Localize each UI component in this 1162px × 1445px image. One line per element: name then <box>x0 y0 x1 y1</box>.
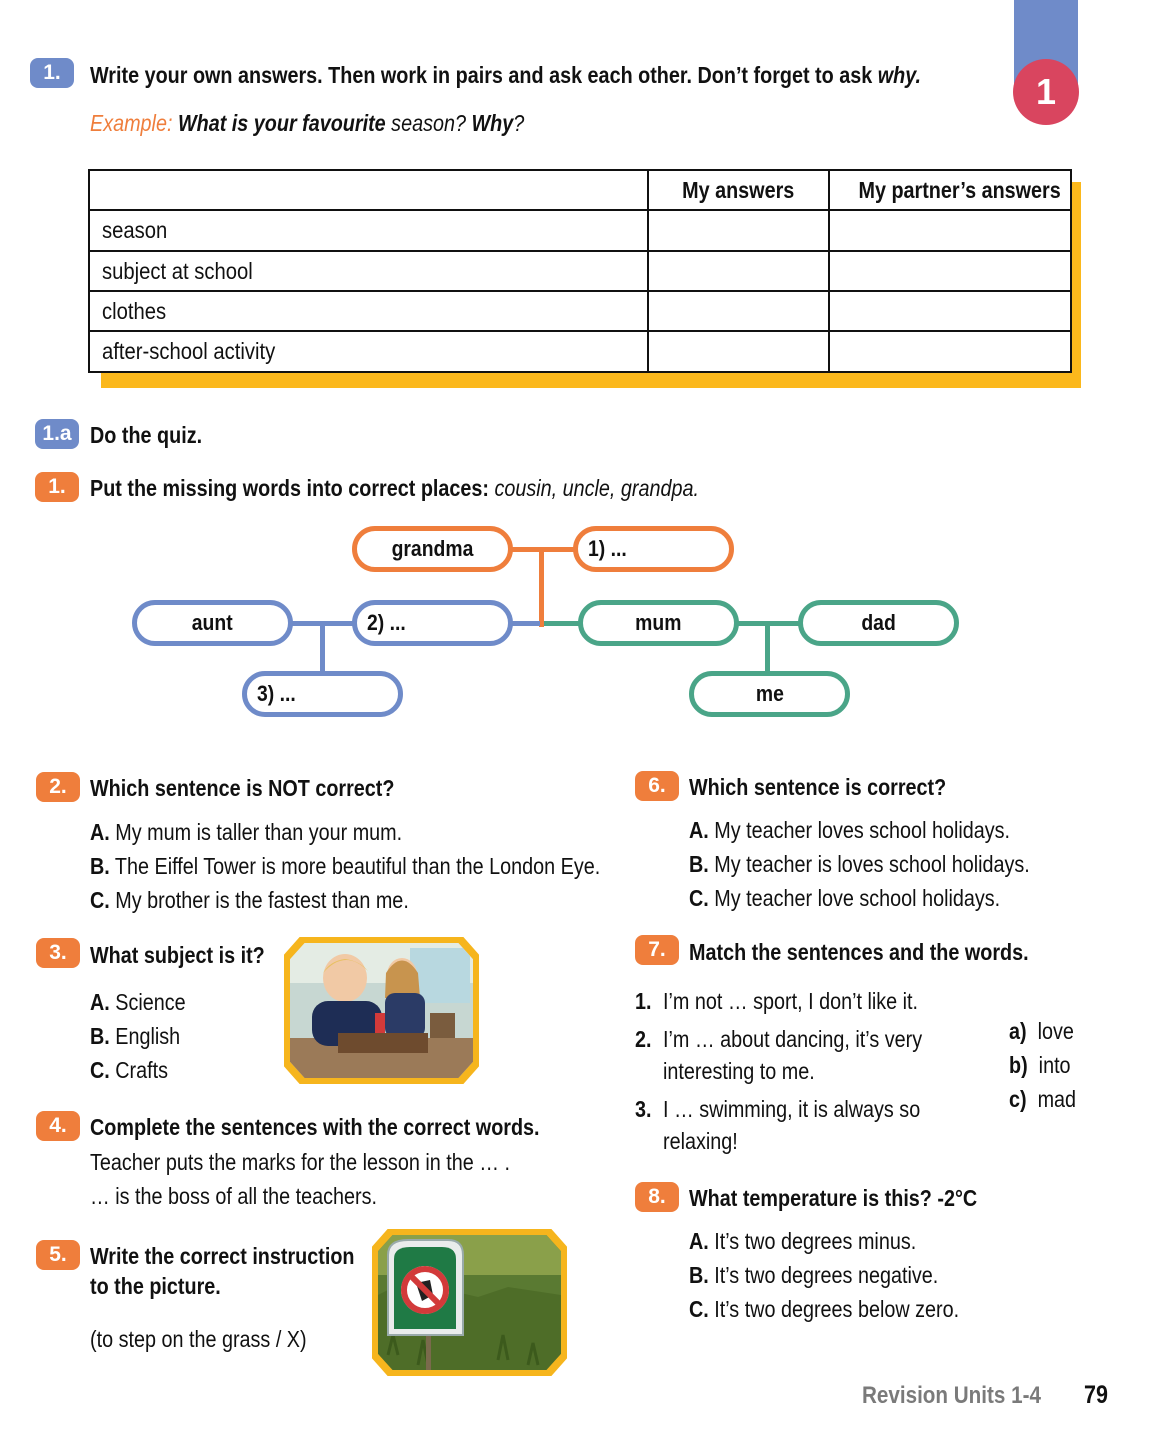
q3-badge: 3. <box>36 938 80 968</box>
table-row <box>89 210 1071 251</box>
q5-title-line-1: Write the correct instruction <box>90 1243 355 1269</box>
q7-badge: 7. <box>635 935 679 965</box>
example-label: Example: <box>90 110 173 136</box>
q3-option-b[interactable]: B. English <box>90 1023 181 1049</box>
q6-option-b[interactable]: B. My teacher is loves school holidays. <box>689 851 1030 877</box>
node-dad: dad <box>798 600 959 646</box>
q7-word-a[interactable]: a) love <box>1009 1018 1074 1044</box>
q7-sentence-3[interactable]: 3. <box>635 1096 652 1122</box>
table-header-empty <box>89 170 648 210</box>
node-mum: mum <box>578 600 739 646</box>
q7-sentence-2-text: I’m … about dancing, it’s very <box>663 1026 923 1052</box>
partner-answer-cell[interactable] <box>829 291 1071 331</box>
ex1-example: Example: What is your favourite season? Why? <box>90 110 525 136</box>
q5-title-line-2: to the picture. <box>90 1273 221 1299</box>
grass-sign-photo-frame <box>372 1229 567 1376</box>
q3-title: What subject is it? <box>90 942 265 968</box>
q2-option-b[interactable]: B. The Eiffel Tower is more beautiful than the London Eye. <box>90 853 601 879</box>
quiz-badge: 1.a <box>35 419 79 449</box>
q4-line-2[interactable]: … is the boss of all the teachers. <box>90 1183 377 1209</box>
row-label: subject at school <box>102 257 253 284</box>
q4-badge: 4. <box>36 1111 80 1141</box>
footer-label: Revision Units 1-4 <box>862 1382 1041 1409</box>
q8-option-b[interactable]: B. It’s two degrees negative. <box>689 1262 939 1288</box>
q3-option-c[interactable]: C. Crafts <box>90 1057 169 1083</box>
table-row <box>89 291 1071 331</box>
q5-hint: (to step on the grass / X) <box>90 1326 307 1352</box>
q7-sentence-1[interactable]: 1. <box>635 988 652 1014</box>
tree-line <box>765 621 770 672</box>
row-label: clothes <box>102 297 167 324</box>
q6-badge: 6. <box>635 771 679 801</box>
answer-cell[interactable] <box>648 251 829 291</box>
answer-cell[interactable] <box>648 210 829 251</box>
tree-line <box>512 621 540 626</box>
table-header-partner-answers: My partner’s answers <box>829 170 1071 210</box>
table-header-row <box>89 170 1071 210</box>
node-blank-1[interactable]: 1) ... <box>573 526 734 572</box>
node-me: me <box>689 671 850 717</box>
q8-option-a[interactable]: A. It’s two degrees minus. <box>689 1228 917 1254</box>
ex1-instruction: Write your own answers. Then work in pairs and ask each other. Don’t forget to ask why. <box>90 62 921 88</box>
q8-option-c[interactable]: C. It’s two degrees below zero. <box>689 1296 960 1322</box>
no-stepping-on-grass-photo <box>378 1235 561 1370</box>
answer-cell[interactable] <box>648 331 829 372</box>
ex1-badge: 1. <box>30 58 74 88</box>
q2-title: Which sentence is NOT correct? <box>90 775 395 801</box>
children-crafts-photo <box>290 943 473 1078</box>
q7-title: Match the sentences and the words. <box>689 939 1029 965</box>
page-number: 79 <box>1084 1381 1108 1409</box>
q2-badge: 2. <box>36 772 80 802</box>
table-row <box>89 331 1071 372</box>
q8-title: What temperature is this? -2°C <box>689 1185 978 1211</box>
row-label: after-school activity <box>102 338 276 364</box>
unit-number-circle <box>1013 59 1079 125</box>
quiz-title: Do the quiz. <box>90 422 203 448</box>
partner-answer-cell[interactable] <box>829 251 1071 291</box>
q2-option-a[interactable]: A. My mum is taller than your mum. <box>90 819 403 845</box>
node-grandma: grandma <box>352 526 513 572</box>
tree-line <box>544 621 580 626</box>
q7-sentence-2-text-cont: interesting to me. <box>663 1058 815 1084</box>
q7-sentence-1-text: I’m not … sport, I don’t like it. <box>663 988 919 1014</box>
q6-title: Which sentence is correct? <box>689 774 947 800</box>
q7-word-c[interactable]: c) mad <box>1009 1086 1077 1112</box>
crafts-photo-frame <box>284 937 479 1084</box>
partner-answer-cell[interactable] <box>829 331 1071 372</box>
node-blank-3[interactable]: 3) ... <box>242 671 403 717</box>
q7-sentence-3-text: I … swimming, it is always so <box>663 1096 921 1122</box>
partner-answer-cell[interactable] <box>829 210 1071 251</box>
table-header-my-answers: My answers <box>648 170 829 210</box>
q8-badge: 8. <box>635 1182 679 1212</box>
q1-badge: 1. <box>35 472 79 502</box>
q7-sentence-3-text-cont: relaxing! <box>663 1128 738 1154</box>
q7-sentence-2[interactable]: 2. <box>635 1026 652 1052</box>
tree-line <box>320 621 325 672</box>
node-aunt: aunt <box>132 600 293 646</box>
answers-table <box>88 169 1072 373</box>
q3-option-a[interactable]: A. Science <box>90 989 186 1015</box>
q6-option-c[interactable]: C. My teacher love school holidays. <box>689 885 1001 911</box>
q4-title: Complete the sentences with the correct words. <box>90 1114 540 1140</box>
answer-cell[interactable] <box>648 291 829 331</box>
row-label: season <box>102 217 168 243</box>
node-blank-2[interactable]: 2) ... <box>352 600 513 646</box>
unit-number: 1 <box>1035 71 1057 112</box>
q2-option-c[interactable]: C. My brother is the fastest than me. <box>90 887 409 913</box>
tree-line <box>539 547 544 627</box>
table-row <box>89 251 1071 291</box>
q6-option-a[interactable]: A. My teacher loves school holidays. <box>689 817 1011 843</box>
q4-line-1[interactable]: Teacher puts the marks for the lesson in the … . <box>90 1149 510 1175</box>
q1-title: Put the missing words into correct places: cousin, uncle, grandpa. <box>90 475 700 501</box>
q7-word-b[interactable]: b) into <box>1009 1052 1071 1078</box>
q5-badge: 5. <box>36 1240 80 1270</box>
